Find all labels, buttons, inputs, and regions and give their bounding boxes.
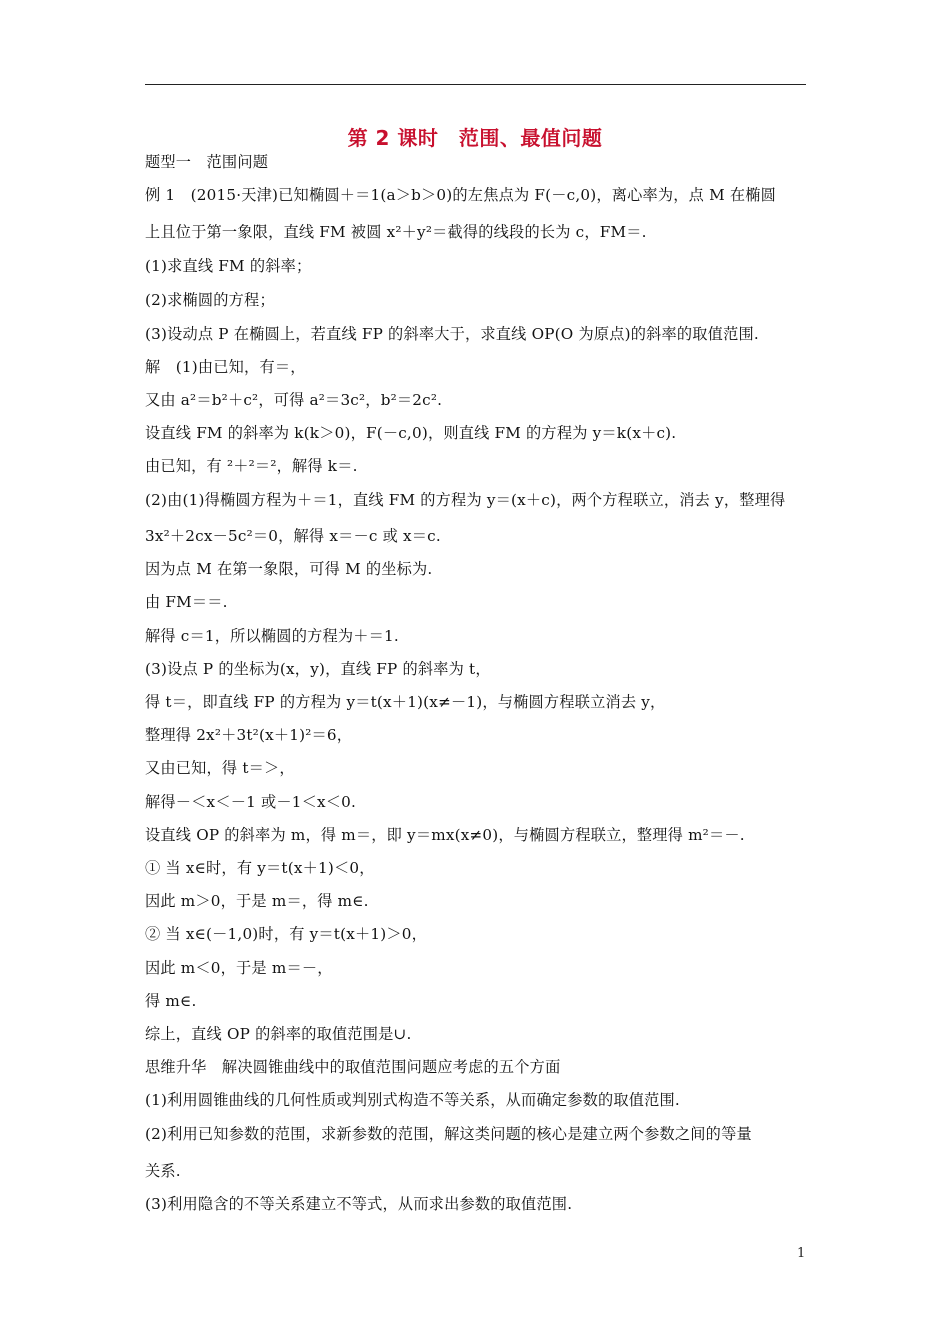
solution-line: 解得 c＝1，所以椭圆的方程为＋＝1.	[145, 627, 399, 645]
solution-line: (3)设点 P 的坐标为(x，y)，直线 FP 的斜率为 t，	[145, 660, 491, 678]
solution-line: 得 t＝，即直线 FP 的方程为 y＝t(x＋1)(x≠－1)，与椭圆方程联立消去 y，	[145, 693, 666, 711]
summary-heading: 思维升华 解决圆锥曲线中的取值范围问题应考虑的五个方面	[145, 1058, 561, 1076]
solution-line: 由已知，有 ²＋²＝²，解得 k＝.	[145, 457, 358, 475]
solution-line: 因此 m＜0，于是 m＝－，	[145, 959, 333, 977]
solution-line: 设直线 FM 的斜率为 k(k＞0)，F(－c,0)，则直线 FM 的方程为 y＝k(x＋c).	[145, 424, 677, 442]
summary-point-2: (2)利用已知参数的范围，求新参数的范围，解这类问题的核心是建立两个参数之间的等量	[145, 1125, 752, 1143]
solution-line: 又由已知，得 t＝＞，	[145, 759, 295, 777]
question-3: (3)设动点 P 在椭圆上，若直线 FP 的斜率大于，求直线 OP(O 为原点)的斜率的取值范围.	[145, 325, 759, 343]
summary-point-3: (3)利用隐含的不等关系建立不等式，从而求出参数的取值范围.	[145, 1195, 573, 1213]
solution-line: 3x²＋2cx－5c²＝0，解得 x＝－c 或 x＝c.	[145, 527, 441, 545]
section-heading: 题型一 范围问题	[145, 153, 269, 171]
solution-line: 因此 m＞0，于是 m＝，得 m∈.	[145, 892, 369, 910]
header-rule	[145, 84, 806, 85]
example-line-2: 上且位于第一象限，直线 FM 被圆 x²＋y²＝截得的线段的长为 c，FM＝.	[145, 223, 647, 241]
page-number: 1	[797, 1246, 806, 1261]
solution-line: ② 当 x∈(－1,0)时，有 y＝t(x＋1)＞0，	[145, 925, 427, 943]
solution-line: 由 FM＝＝.	[145, 593, 228, 611]
summary-point-1: (1)利用圆锥曲线的几何性质或判别式构造不等关系，从而确定参数的取值范围.	[145, 1091, 680, 1109]
solution-line: (2)由(1)得椭圆方程为＋＝1，直线 FM 的方程为 y＝(x＋c)，两个方程联立，消去 y，整理得	[145, 491, 786, 509]
solution-line: 设直线 OP 的斜率为 m，得 m＝，即 y＝mx(x≠0)，与椭圆方程联立，整理得 m²＝－.	[145, 826, 745, 844]
example-line-1: 例 1 (2015·天津)已知椭圆＋＝1(a＞b＞0)的左焦点为 F(－c,0)，离心率为，点 M 在椭圆	[145, 186, 777, 204]
question-1: (1)求直线 FM 的斜率；	[145, 257, 312, 275]
solution-line: 解 (1)由已知，有＝，	[145, 358, 306, 376]
page-title: 第 2 课时 范围、最值问题	[347, 126, 603, 150]
question-2: (2)求椭圆的方程；	[145, 291, 275, 309]
solution-line: 综上，直线 OP 的斜率的取值范围是∪.	[145, 1025, 412, 1043]
summary-point-2-cont: 关系.	[145, 1162, 181, 1180]
solution-line: 又由 a²＝b²＋c²，可得 a²＝3c²，b²＝2c².	[145, 391, 443, 409]
solution-line: 解得－＜x＜－1 或－1＜x＜0.	[145, 793, 357, 811]
solution-line: 整理得 2x²＋3t²(x＋1)²＝6，	[145, 726, 353, 744]
solution-line: 因为点 M 在第一象限，可得 M 的坐标为.	[145, 560, 433, 578]
solution-line: ① 当 x∈时，有 y＝t(x＋1)＜0，	[145, 859, 375, 877]
solution-line: 得 m∈.	[145, 992, 197, 1010]
